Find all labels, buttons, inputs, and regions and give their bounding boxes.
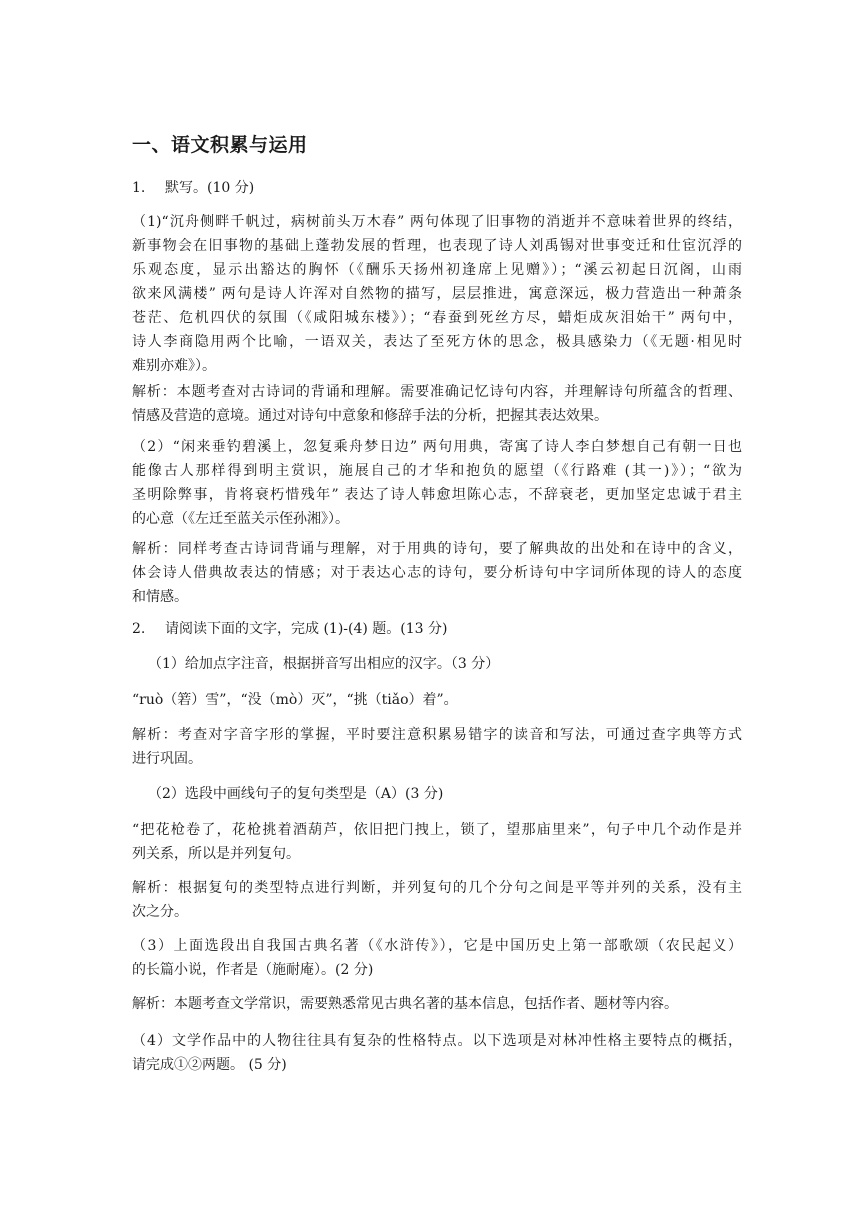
text-line: 的心意（《左迁至蓝关示侄孙湘》）。 bbox=[132, 511, 349, 527]
text-line: （1)“沉舟侧畔千帆过，病树前头万木春” 两句体现了旧事物的消逝并不意味着世界的终结， bbox=[132, 214, 742, 230]
q2-sub3-prompt bbox=[132, 934, 742, 982]
text-line: 解析：本题考查对古诗词的背诵和理解。需要准确记忆诗句内容，并理解诗句所蕴含的哲理、 bbox=[132, 384, 742, 400]
question-text: 默写。(10 分) bbox=[165, 180, 255, 196]
text-line: 体会诗人借典故表达的情感；对于表达心志的诗句，要分析诗句中字词所体现的诗人的态度 bbox=[132, 565, 742, 581]
q2-sub1-answer: “ruò（箬）雪”，“没（mò）灭”，“挑（tiǎo）着”。 bbox=[132, 692, 458, 708]
question-number: 1. bbox=[132, 180, 146, 196]
text-line: 列关系，所以是并列复句。 bbox=[132, 846, 300, 862]
text-line: 解析：同样考查古诗词背诵与理解，对于用典的诗句，要了解典故的出处和在诗中的含义， bbox=[132, 541, 742, 557]
text-line: 解析：根据复句的类型特点进行判断，并列复句的几个分句之间是平等并列的关系，没有主 bbox=[132, 880, 742, 896]
text-line: 和情感。 bbox=[132, 589, 188, 605]
text-line: （4）文学作品中的人物往往具有复杂的性格特点。以下选项是对林冲性格主要特点的概括， bbox=[132, 1033, 742, 1049]
q2-sub2-analysis bbox=[132, 876, 742, 924]
question-text: 请阅读下面的文字，完成 (1)-(4) 题。(13 分) bbox=[165, 621, 448, 637]
q2-sub1-analysis bbox=[132, 723, 742, 771]
text-line: 乐观态度，显示出豁达的胸怀（《酬乐天扬州初逢席上见赠》）；“溪云初起日沉阁，山雨 bbox=[132, 262, 742, 278]
text-line: 圣明除弊事，肯将衰朽惜残年” 表达了诗人韩愈坦陈心志，不辞衰老，更加坚定忠诚于君主 bbox=[132, 487, 742, 503]
question-1-heading bbox=[132, 176, 254, 200]
text-line: 新事物会在旧事物的基础上蓬勃发展的哲理，也表现了诗人刘禹锡对世事变迁和仕宦沉浮的 bbox=[132, 238, 742, 254]
text-line: 苍茫、危机四伏的氛围（《咸阳城东楼》）；“春蚕到死丝方尽，蜡炬成灰泪始干” 两句中， bbox=[132, 310, 742, 326]
section-title: 一、语文积累与运用 bbox=[132, 134, 308, 156]
text-line: 请完成①②两题。 (5 分) bbox=[132, 1057, 287, 1073]
q1-part1-paragraph bbox=[132, 210, 742, 378]
text-line: 诗人李商隐用两个比喻，一语双关，表达了至死方休的思念，极具感染力（《无题·相见时 bbox=[132, 334, 742, 350]
text-line: 次之分。 bbox=[132, 904, 188, 920]
text-line: 解析：考查对字音字形的掌握，平时要注意积累易错字的读音和写法，可通过查字典等方式 bbox=[132, 727, 742, 743]
text-line: 情感及营造的意境。通过对诗句中意象和修辞手法的分析，把握其表达效果。 bbox=[132, 408, 608, 424]
text-line: 能像古人那样得到明主赏识，施展自己的才华和抱负的愿望（《行路难 (其一)》）；“欲为 bbox=[132, 463, 742, 479]
text-line: 难别亦难》）。 bbox=[132, 358, 216, 374]
text-line: “把花枪卷了，花枪挑着酒葫芦，依旧把门拽上，锁了，望那庙里来”，句子中几个动作是并 bbox=[132, 822, 742, 838]
q1-part2-analysis bbox=[132, 537, 742, 609]
q2-sub1-prompt: （1）给加点字注音，根据拼音写出相应的汉字。（3 分） bbox=[148, 656, 500, 672]
question-number: 2. bbox=[132, 621, 146, 637]
q2-sub2-answer bbox=[132, 818, 742, 866]
q2-sub4-prompt bbox=[132, 1029, 742, 1077]
text-line: 的长篇小说，作者是（施耐庵）。(2 分) bbox=[132, 962, 374, 978]
text-line: （2）“闲来垂钓碧溪上，忽复乘舟梦日边” 两句用典，寄寓了诗人李白梦想自己有朝一日也 bbox=[132, 439, 742, 455]
q2-sub3-analysis: 解析：本题考查文学常识，需要熟悉常见古典名著的基本信息，包括作者、题材等内容。 bbox=[132, 996, 678, 1012]
q1-part1-analysis bbox=[132, 380, 742, 428]
question-2-heading bbox=[132, 617, 447, 641]
q1-part2-paragraph bbox=[132, 435, 742, 531]
text-line: （3）上面选段出自我国古典名著（《水浒传》），它是中国历史上第一部歌颂（农民起义） bbox=[132, 938, 742, 954]
text-line: 欲来风满楼” 两句是诗人许浑对自然物的描写，层层推进，寓意深远，极力营造出一种萧条 bbox=[132, 286, 742, 302]
q2-sub2-prompt: （2）选段中画线句子的复句类型是（A）(3 分) bbox=[148, 786, 444, 802]
text-line: 进行巩固。 bbox=[132, 751, 202, 767]
